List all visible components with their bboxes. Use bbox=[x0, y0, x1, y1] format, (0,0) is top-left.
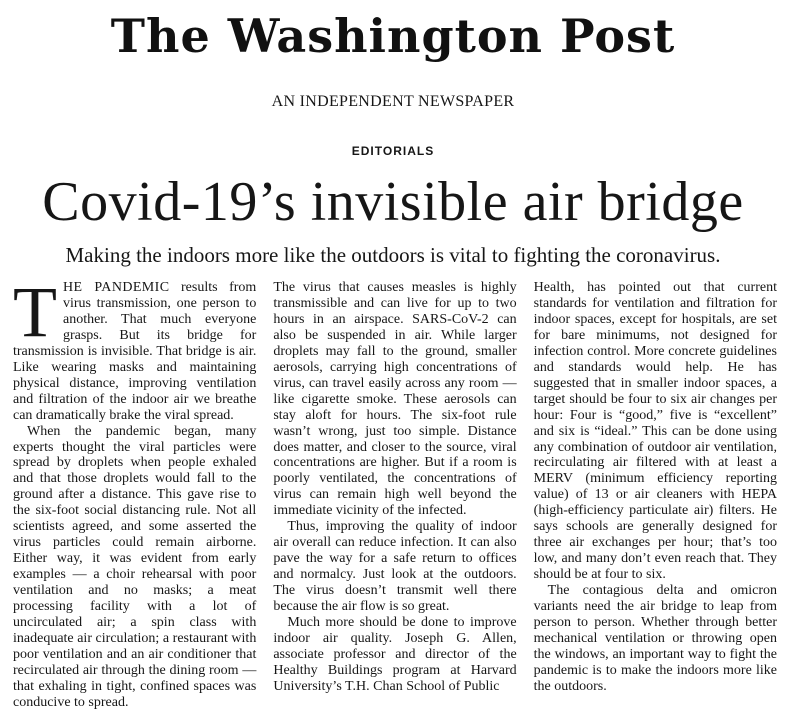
paragraph: The virus that causes measles is highly transmissible and can live for up to two hours in an airspace. SARS-CoV-2 can also be suspended in air. While larger droplets may fall to the ground, smaller aerosols, carrying high concentrations of virus, can travel easily across any room — like cigarette smoke. These aerosols can stay aloft for hours. The six-foot rule wasn’t wrong, just too simple. Distance does matter, and closer to the source, viral concentrations are higher. But if a room is poorly ventilated, the concentrations of virus can remain high well beyond the immediate vicinity of the infected. bbox=[273, 280, 517, 519]
column-3 bbox=[533, 280, 777, 694]
masthead-tagline: AN INDEPENDENT NEWSPAPER bbox=[271, 93, 515, 110]
column-1 bbox=[13, 272, 257, 710]
article-body bbox=[13, 272, 777, 710]
paragraph: When the pandemic began, many experts thought the viral particles were spread by droplets when people exhaled and that those droplets would fall to the ground after a distance. This gave rise to the six-foot social distancing rule. Not all scientists agreed, and some asserted the virus particles could remain airborne. Either way, it was evident from early examples — a choir rehearsal with poor ventilation and no masks; a meat processing facility with a lot of uncirculated air; a spin class with inadequate air circulation; a restaurant with poor ventilation and an air conditioner that recirculated air through the dining room — that exhaling in tight, confined spaces was conducive to spread. bbox=[13, 423, 257, 710]
article-deck: Making the indoors more like the outdoors is vital to fighting the coronavirus. bbox=[65, 243, 721, 267]
paragraph: Much more should be done to improve indoor air quality. Joseph G. Allen, associate professor and director of the Healthy Buildings program at Harvard University’s T.H. Chan School of Public bbox=[273, 615, 517, 694]
paragraph: The contagious delta and omicron variants need the air bridge to leap from person to person. Whether through better mechanical ventilation or throwing open the windows, an important way to fight the pandemic is to make the indoors more like the outdoors. bbox=[533, 583, 777, 694]
column-2 bbox=[273, 280, 517, 694]
article-headline: Covid-19’s invisible air bridge bbox=[42, 171, 744, 233]
masthead-logo: The Washington Post bbox=[110, 9, 676, 63]
lead-caps: HE PANDEMIC bbox=[62, 280, 170, 295]
paragraph-text: results from virus transmission, one person to another. That much everyone grasps. But its bridge for transmission is invisible. That bridge is air. Like wearing masks and maintaining physical distance, improving ventilation and filtration of the indoor air we breathe can dramatically brake the viral spread. bbox=[13, 280, 257, 423]
paragraph: Health, has pointed out that current standards for ventilation and filtration for indoor spaces, except for hospitals, are set for bare minimums, not designed for infection control. More concrete guidelines and standards would help. He has suggested that in smaller indoor spaces, a target should be four to six air changes per hour: Four is “good,” five is “excellent” and six is “ideal.” This can be done using any combination of outdoor air ventilation, recirculating air filtered with at least a MERV (minimum efficiency reporting value) of 13 or air cleaners with HEPA (high-efficiency particulate air) filters. He says schools are generally designed for three air exchanges per hour; that’s too low, and many don’t even reach that. They should be at four to six. bbox=[533, 280, 777, 583]
paragraph bbox=[13, 272, 257, 424]
paragraph: Thus, improving the quality of indoor air overall can reduce infection. It can also pave the way for a safe return to offices and normalcy. Just look at the outdoors. The virus doesn’t transmit well there because the air flow is so great. bbox=[273, 519, 517, 615]
section-label: EDITORIALS bbox=[351, 144, 435, 158]
drop-cap: T bbox=[13, 272, 57, 352]
